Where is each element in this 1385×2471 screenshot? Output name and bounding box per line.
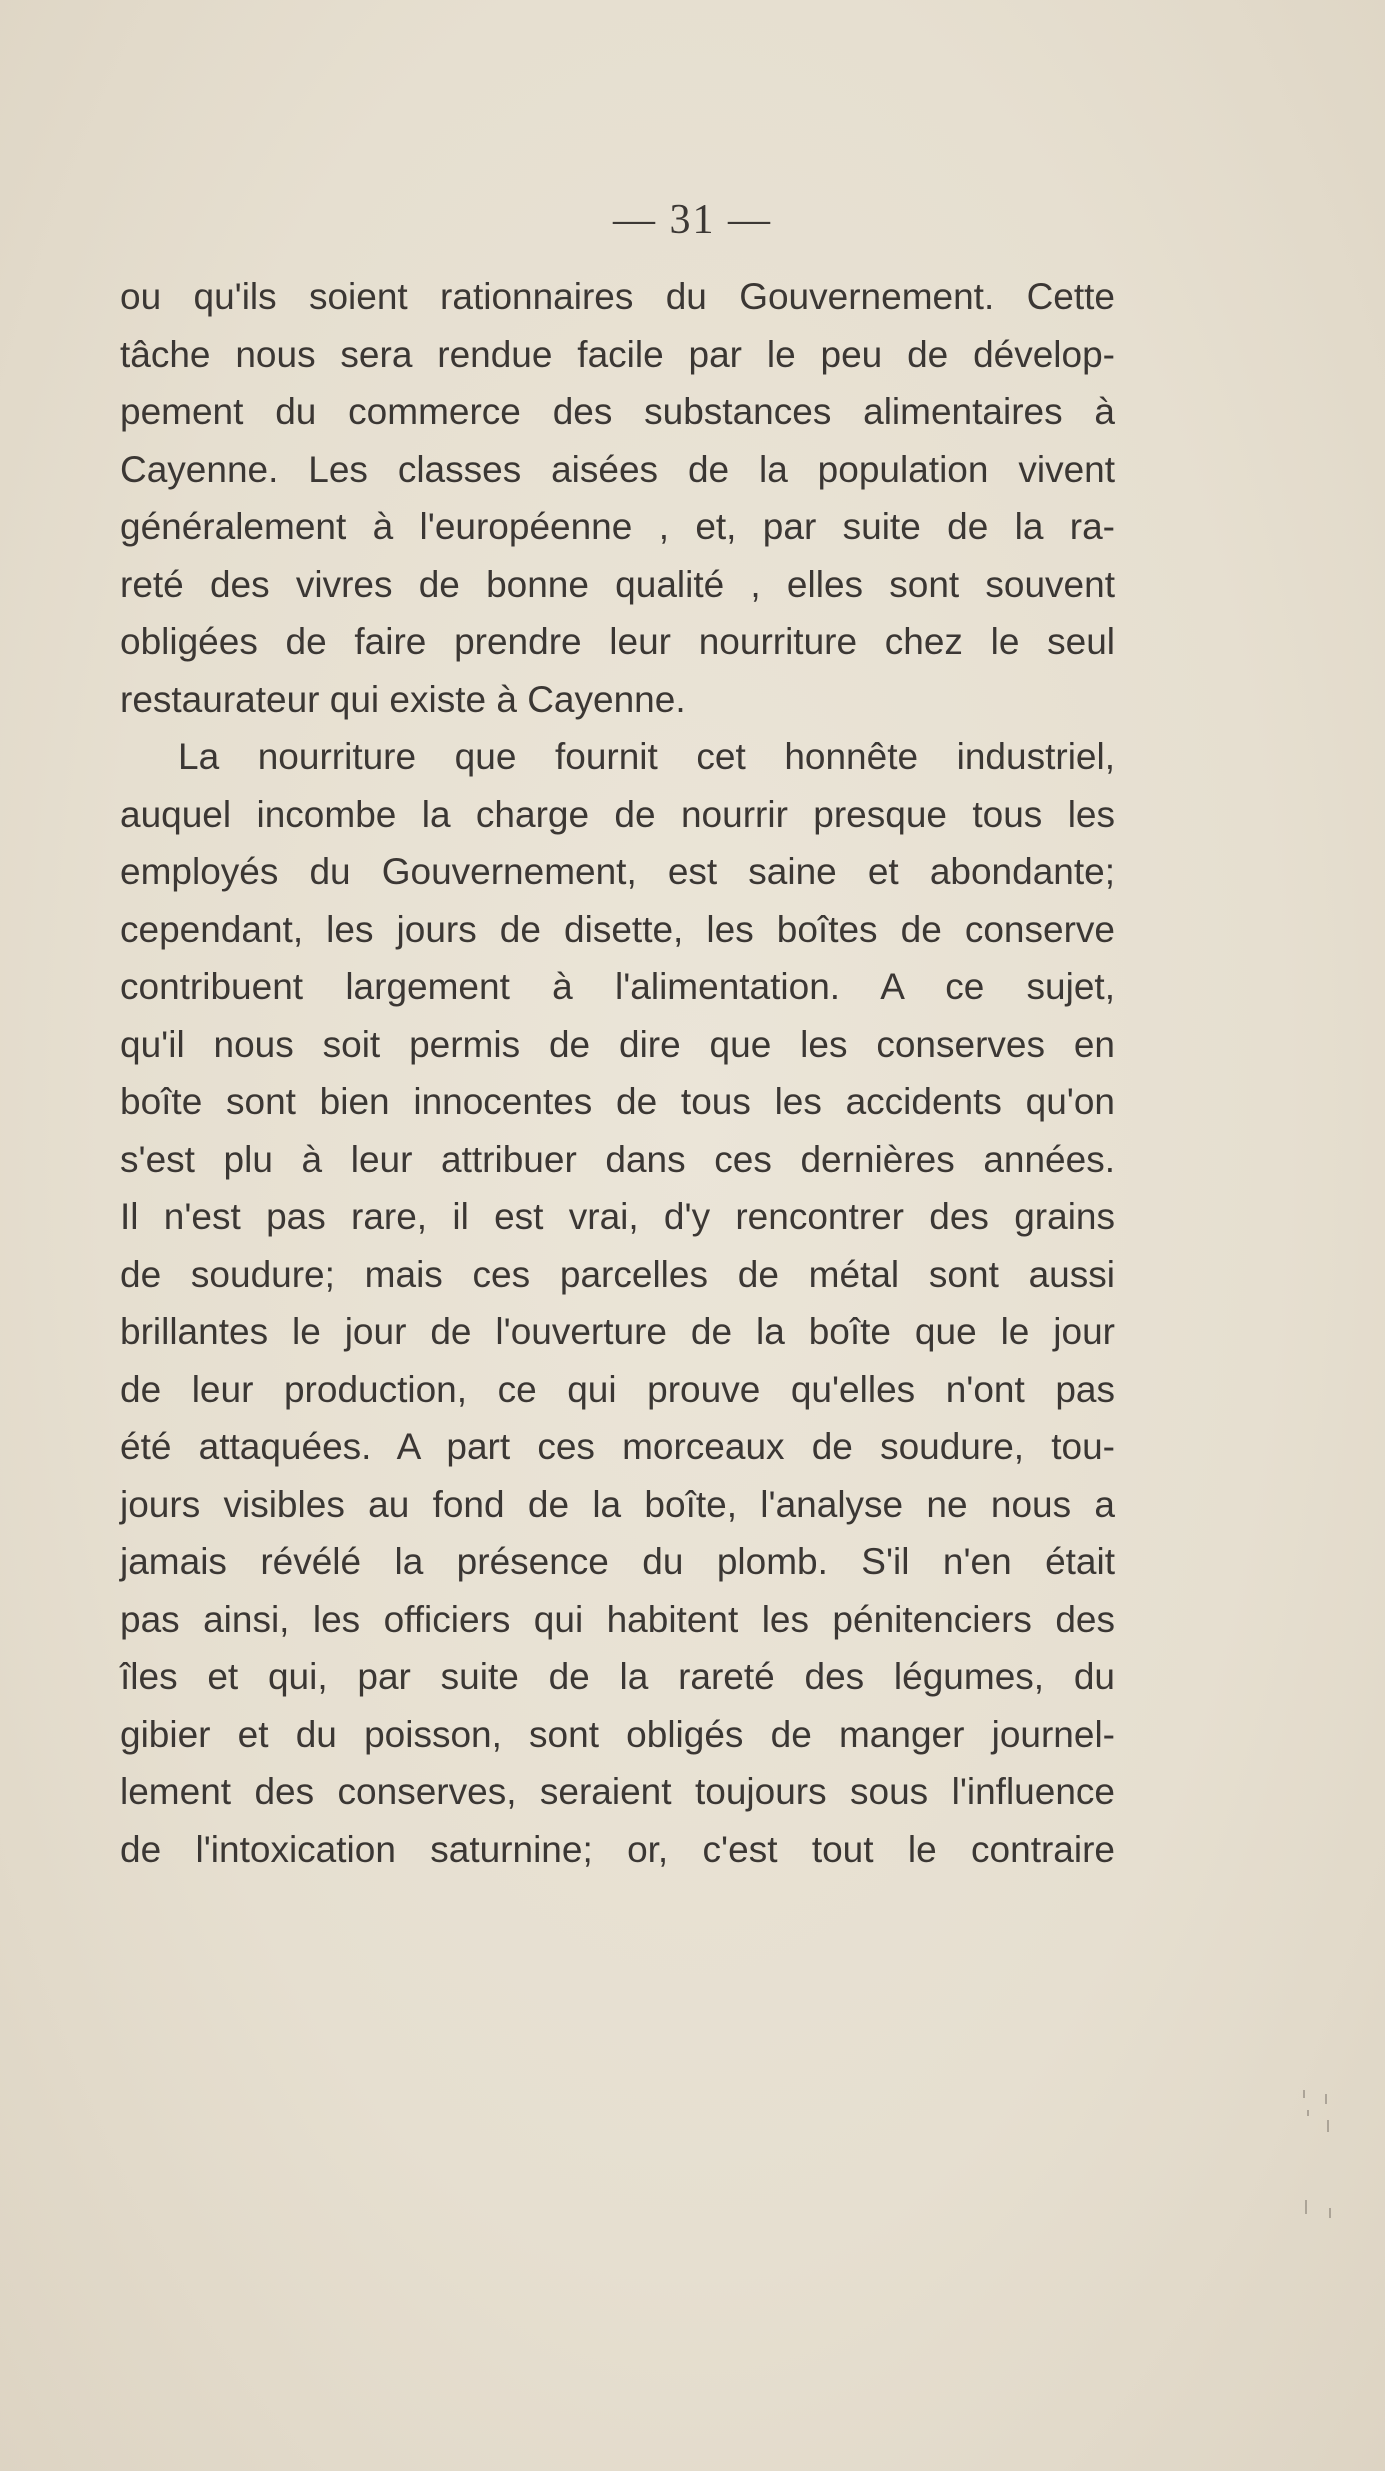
text-line: de l'intoxication saturnine; or, c'est tout le contraire (120, 1828, 1115, 1870)
page-number: — 31 — (613, 197, 772, 243)
paper-specks (1295, 2080, 1355, 2260)
text-line: de soudure; mais ces parcelles de métal sont aussi (120, 1253, 1115, 1295)
text-line: tâche nous sera rendue facile par le peu de dévelop- (120, 333, 1115, 375)
text-line: auquel incombe la charge de nourrir presque tous les (120, 793, 1115, 835)
text-line: qu'il nous soit permis de dire que les conserves en (120, 1023, 1115, 1065)
text-line: obligées de faire prendre leur nourriture chez le seul (120, 621, 1115, 662)
text-line: gibier et du poisson, sont obligés de manger journel- (120, 1713, 1115, 1755)
text-line: jours visibles au fond de la boîte, l'analyse ne nous a (120, 1483, 1115, 1525)
text-line: de leur production, ce qui prouve qu'elles n'ont pas (120, 1368, 1115, 1410)
text-line: ou qu'ils soient rationnaires du Gouvernement. Cette (120, 276, 1115, 317)
text-line: lement des conserves, seraient toujours sous l'influence (120, 1771, 1115, 1812)
text-line: pement du commerce des substances alimentaires à (120, 391, 1115, 432)
text-line: généralement à l'européenne , et, par suite de la ra- (120, 506, 1115, 547)
text-line: Cayenne. Les classes aisées de la population vivent (120, 448, 1115, 490)
text-line: reté des vivres de bonne qualité , elles sont souvent (120, 563, 1115, 605)
text-line: contribuent largement à l'alimentation. A ce sujet, (120, 966, 1115, 1007)
text-line: îles et qui, par suite de la rareté des légumes, du (120, 1656, 1115, 1697)
text-line: été attaquées. A part ces morceaux de soudure, tou- (120, 1426, 1115, 1467)
text-line: restaurateur qui existe à Cayenne. (120, 678, 686, 720)
text-line: employés du Gouvernement, est saine et abondante; (120, 851, 1115, 892)
text-line: Il n'est pas rare, il est vrai, d'y rencontrer des grains (120, 1196, 1115, 1237)
text-line: brillantes le jour de l'ouverture de la boîte que le jour (120, 1311, 1115, 1352)
text-line: jamais révélé la présence du plomb. S'il n'en était (120, 1541, 1115, 1582)
body-text (120, 268, 1115, 1878)
text-line: s'est plu à leur attribuer dans ces dernières années. (120, 1138, 1115, 1180)
text-line: boîte sont bien innocentes de tous les accidents qu'on (120, 1081, 1115, 1122)
text-line: cependant, les jours de disette, les boîtes de conserve (120, 908, 1115, 950)
text-line: La nourriture que fournit cet honnête industriel, (178, 736, 1115, 777)
text-line: pas ainsi, les officiers qui habitent les pénitenciers des (120, 1598, 1115, 1640)
